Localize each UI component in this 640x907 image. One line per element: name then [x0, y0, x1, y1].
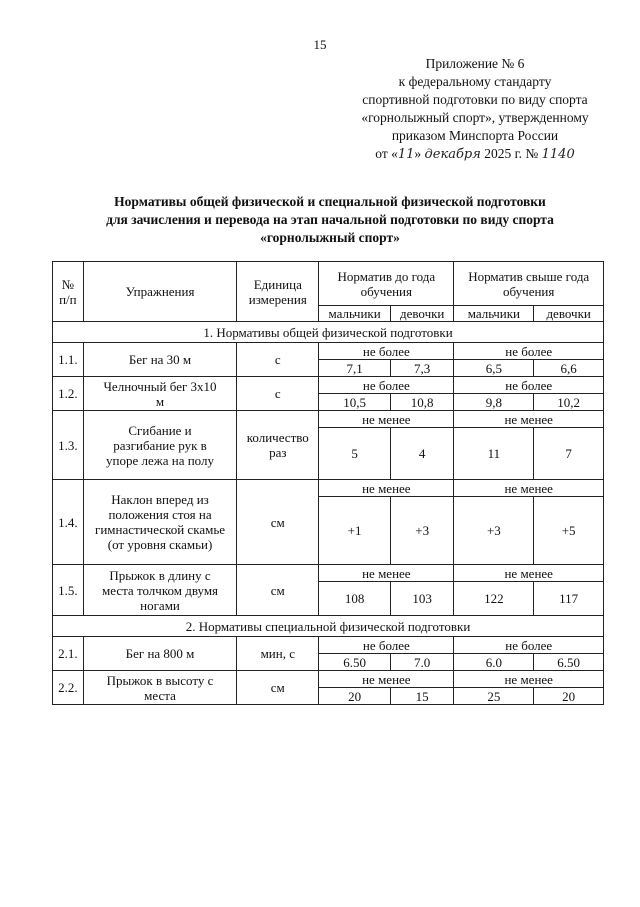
appendix-line: приказом Минспорта России: [391, 128, 559, 143]
row-condition: не менее: [319, 671, 454, 688]
table-row: [53, 480, 604, 497]
row-num: 2.1.: [53, 637, 84, 671]
header-girls: девочки: [390, 306, 453, 322]
row-exercise: Прыжок в высоту с места: [83, 671, 237, 705]
appendix-date-line: [330, 145, 620, 164]
row-condition: не более: [319, 637, 454, 654]
row-unit: количество раз: [237, 411, 319, 480]
value-cell: 7,3: [390, 360, 453, 377]
value-cell: 7.0: [390, 654, 453, 671]
date-year: 2025 г. №: [484, 146, 539, 161]
row-condition: не более: [319, 343, 454, 360]
row-unit: см: [237, 480, 319, 565]
header-girls: девочки: [534, 306, 604, 322]
header-exercise: Упражнения: [83, 262, 237, 322]
row-exercise: Бег на 30 м: [83, 343, 237, 377]
appendix-line: к федеральному стандарту: [398, 74, 552, 89]
table-row: [53, 637, 604, 654]
value-cell: 10,5: [319, 394, 391, 411]
table-row: [53, 671, 604, 688]
value-cell: 10,8: [390, 394, 453, 411]
row-condition: не менее: [454, 565, 604, 582]
row-exercise: Прыжок в длину с места толчком двумя ногами: [83, 565, 237, 616]
row-condition: не более: [454, 343, 604, 360]
value-cell: 6.0: [454, 654, 534, 671]
row-condition: не более: [454, 377, 604, 394]
row-num: 1.3.: [53, 411, 84, 480]
table-row: [53, 343, 604, 360]
row-exercise: Наклон вперед из положения стоя на гимнастической скамье (от уровня скамьи): [83, 480, 237, 565]
header-unit: Единица измерения: [237, 262, 319, 322]
appendix-line: «горнолыжный спорт», утвержденному: [361, 110, 589, 125]
date-day: 11: [397, 147, 415, 162]
document-title: [40, 193, 620, 247]
value-cell: 7,1: [319, 360, 391, 377]
header-boys: мальчики: [319, 306, 391, 322]
value-cell: +3: [390, 497, 453, 565]
row-condition: не менее: [454, 411, 604, 428]
section-title: 1. Нормативы общей физической подготовки: [53, 322, 604, 343]
row-condition: не менее: [454, 480, 604, 497]
appendix-line: спортивной подготовки по виду спорта: [362, 92, 588, 107]
row-condition: не менее: [454, 671, 604, 688]
row-exercise: Бег на 800 м: [83, 637, 237, 671]
row-unit: см: [237, 565, 319, 616]
row-num: 2.2.: [53, 671, 84, 705]
row-condition: не более: [454, 637, 604, 654]
value-cell: 6.50: [534, 654, 604, 671]
row-exercise: Челночный бег 3х10 м: [83, 377, 237, 411]
row-unit: см: [237, 671, 319, 705]
value-cell: +1: [319, 497, 391, 565]
value-cell: 6,6: [534, 360, 604, 377]
value-cell: 6,5: [454, 360, 534, 377]
header-boys: мальчики: [454, 306, 534, 322]
row-num: 1.5.: [53, 565, 84, 616]
value-cell: 9,8: [454, 394, 534, 411]
row-num: 1.1.: [53, 343, 84, 377]
value-cell: 7: [534, 428, 604, 480]
row-condition: не более: [319, 377, 454, 394]
norms-table: [52, 261, 604, 705]
value-cell: 20: [319, 688, 391, 705]
section-title: 2. Нормативы специальной физической подготовки: [53, 616, 604, 637]
date-month: декабря: [424, 147, 481, 162]
title-line: «горнолыжный спорт»: [260, 230, 400, 245]
value-cell: 108: [319, 582, 391, 616]
title-line: для зачисления и перевода на этап начальной подготовки по виду спорта: [106, 212, 554, 227]
appendix-line: Приложение № 6: [425, 56, 525, 71]
value-cell: 4: [390, 428, 453, 480]
header-norm-to-year: Норматив до года обучения: [319, 262, 454, 306]
row-exercise: Сгибание и разгибание рук в упоре лежа на полу: [83, 411, 237, 480]
value-cell: +5: [534, 497, 604, 565]
row-unit: с: [237, 343, 319, 377]
value-cell: +3: [454, 497, 534, 565]
date-mid: »: [414, 146, 422, 161]
value-cell: 117: [534, 582, 604, 616]
value-cell: 11: [454, 428, 534, 480]
value-cell: 15: [390, 688, 453, 705]
row-condition: не менее: [319, 480, 454, 497]
date-prefix: от «: [375, 146, 398, 161]
table-row: [53, 565, 604, 582]
table-header-row: [53, 262, 604, 306]
value-cell: 25: [454, 688, 534, 705]
row-condition: не менее: [319, 411, 454, 428]
row-num: 1.4.: [53, 480, 84, 565]
table-row: [53, 411, 604, 428]
value-cell: 5: [319, 428, 391, 480]
row-num: 1.2.: [53, 377, 84, 411]
row-unit: мин, с: [237, 637, 319, 671]
value-cell: 103: [390, 582, 453, 616]
header-num: № п/п: [53, 262, 84, 322]
order-number: 1140: [541, 147, 575, 162]
appendix-header: [330, 55, 620, 164]
section-row: [53, 322, 604, 343]
page-number: 15: [313, 37, 327, 52]
value-cell: 122: [454, 582, 534, 616]
row-unit: с: [237, 377, 319, 411]
header-norm-over-year: Норматив свыше года обучения: [454, 262, 604, 306]
title-line: Нормативы общей физической и специальной физической подготовки: [114, 194, 546, 209]
value-cell: 20: [534, 688, 604, 705]
section-row: [53, 616, 604, 637]
value-cell: 6.50: [319, 654, 391, 671]
value-cell: 10,2: [534, 394, 604, 411]
row-condition: не менее: [319, 565, 454, 582]
table-row: [53, 377, 604, 394]
